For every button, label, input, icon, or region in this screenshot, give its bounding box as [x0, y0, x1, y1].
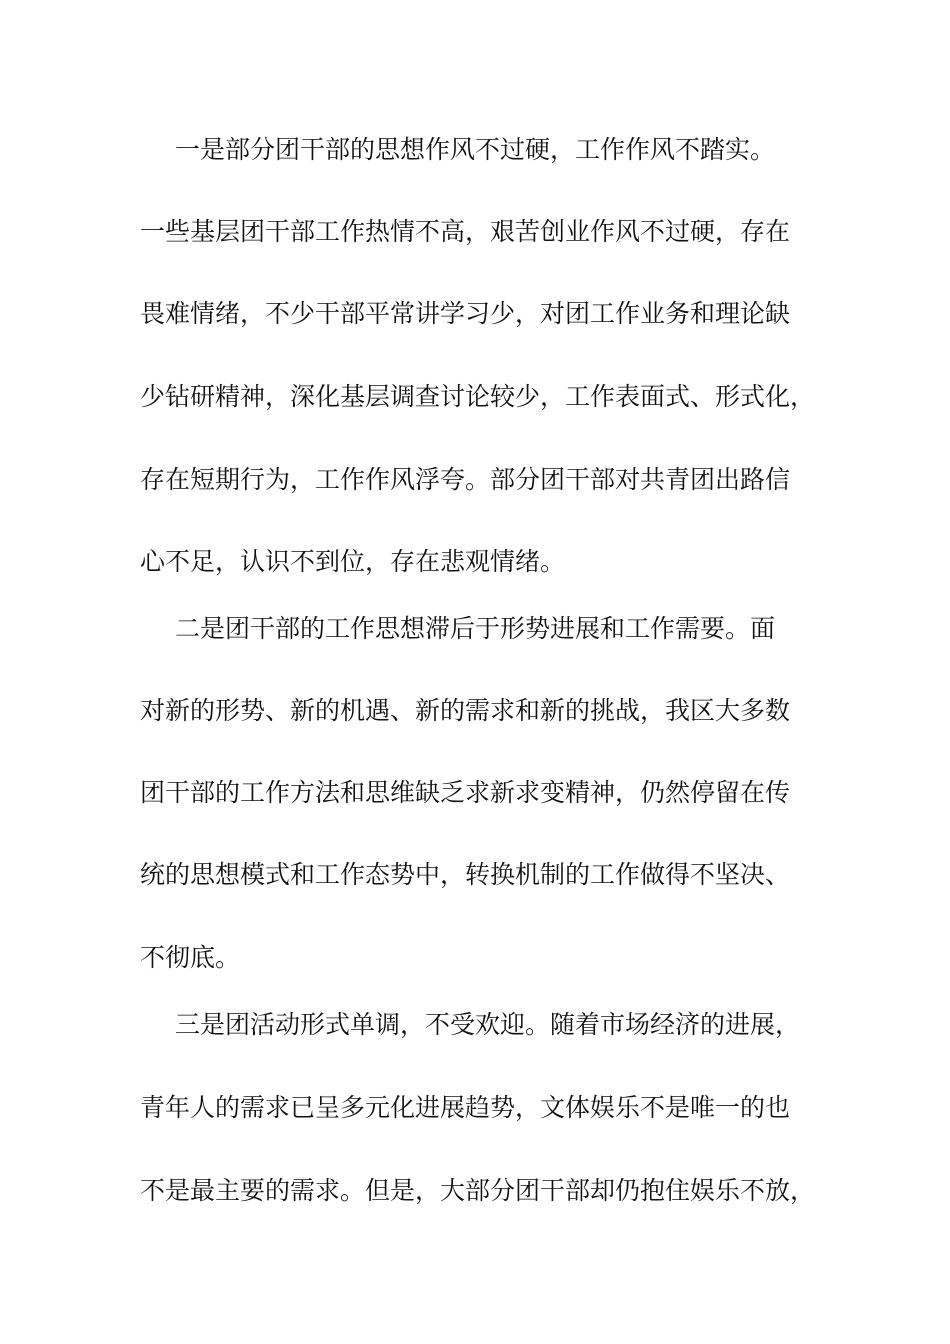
- text-line: 统的思想模式和工作态势中，转换机制的工作做得不坚决、: [140, 860, 791, 889]
- text-line: 心不足，认识不到位，存在悲观情绪。: [140, 547, 566, 576]
- text-line: 存在短期行为，工作作风浮夸。部分团干部对共青团出路信: [140, 465, 791, 494]
- text-line: 对新的形势、新的机遇、新的需求和新的挑战，我区大多数: [140, 696, 791, 725]
- text-line: 二是团干部的工作思想滞后于形势进展和工作需要。面: [175, 614, 776, 643]
- text-line: 一些基层团干部工作热情不高，艰苦创业作风不过硬，存在: [140, 217, 791, 246]
- text-line: 畏难情绪，不少干部平常讲学习少，对团工作业务和理论缺: [140, 299, 791, 328]
- text-line: 青年人的需求已呈多元化进展趋势，文体娱乐不是唯一的也: [140, 1093, 791, 1122]
- text-line: 不是最主要的需求。但是，大部分团干部却仍抱住娱乐不放，: [140, 1176, 816, 1205]
- text-line: 团干部的工作方法和思维缺乏求新求变精神，仍然停留在传: [140, 778, 791, 807]
- text-line: 三是团活动形式单调，不受欢迎。随着市场经济的进展，: [175, 1010, 801, 1039]
- text-line: 不彻底。: [140, 943, 241, 972]
- text-line: 一是部分团干部的思想作风不过硬，工作作风不踏实。: [175, 135, 776, 164]
- text-line: 少钻研精神，深化基层调查讨论较少，工作表面式、形式化，: [140, 382, 816, 411]
